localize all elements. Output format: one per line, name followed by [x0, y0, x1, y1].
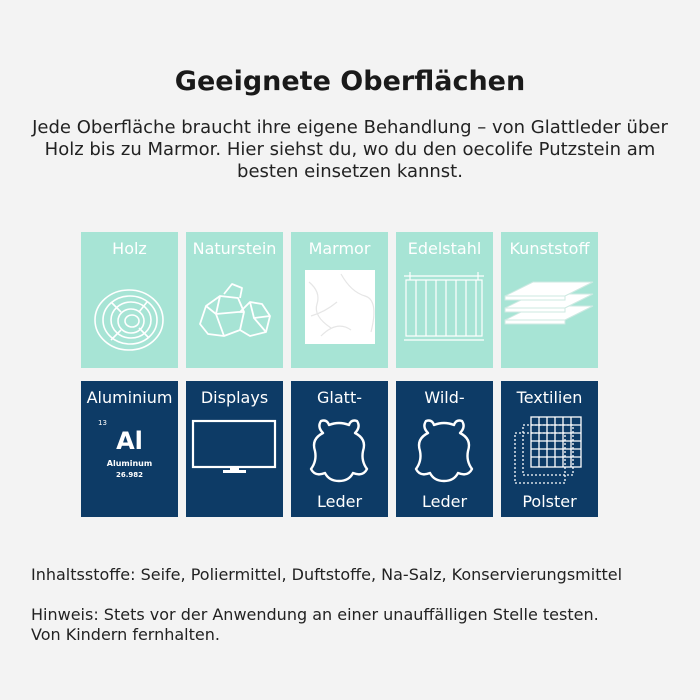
- tile-label: Naturstein: [192, 239, 277, 258]
- tile-wildleder: [396, 381, 493, 517]
- marble-icon: [291, 232, 388, 368]
- tile-aluminium: [81, 381, 178, 517]
- tile-holz: [81, 232, 178, 368]
- intro-text: Jede Oberfläche braucht ihre eigene Behandlung – von Glattleder über Holz bis zu Marmor. Hier siehst du, wo du den oecolife Putzstein am besten einsetzen kannst.: [32, 117, 668, 182]
- tile-label: Displays: [200, 388, 269, 407]
- tile-label: Glatt-: [317, 388, 362, 407]
- note-line-2: Von Kindern fernhalten.: [31, 625, 220, 644]
- wood-rings-icon: [81, 232, 178, 368]
- display-screen-icon: [186, 381, 283, 517]
- tile-label: Kunststoff: [509, 239, 590, 258]
- tile-edelstahl: [396, 232, 493, 368]
- tile-label-2: Polster: [522, 492, 577, 511]
- element-name: Aluminum: [106, 459, 153, 468]
- element-number: 13: [98, 419, 107, 427]
- tile-label: Marmor: [308, 239, 371, 258]
- tile-label: Wild-: [424, 388, 465, 407]
- tile-naturstein: [186, 232, 283, 368]
- tile-marmor: [291, 232, 388, 368]
- stones-icon: [186, 232, 283, 368]
- tile-label: Aluminium: [86, 388, 173, 407]
- tile-label-2: Leder: [421, 492, 468, 511]
- tile-displays: [186, 381, 283, 517]
- tile-glattleder: [291, 381, 388, 517]
- element-symbol: Al: [116, 427, 143, 455]
- note-line-1: Hinweis: Stets vor der Anwendung an einer unauffälligen Stelle testen.: [31, 605, 599, 624]
- tile-textilien: [501, 381, 598, 517]
- tile-label: Textilien: [516, 388, 583, 407]
- steel-grate-icon: [396, 232, 493, 368]
- tile-label-2: Leder: [316, 492, 363, 511]
- page-title: Geeignete Oberflächen: [174, 66, 526, 97]
- tile-label: Edelstahl: [407, 239, 482, 258]
- element-mass: 26.982: [115, 471, 143, 479]
- ingredients-text: Inhaltsstoffe: Seife, Poliermittel, Duftstoffe, Na-Salz, Konservierungsmittel: [31, 565, 623, 584]
- tile-kunststoff: [501, 232, 598, 368]
- plastic-sheets-icon: [501, 232, 598, 368]
- tile-label: Holz: [112, 239, 147, 258]
